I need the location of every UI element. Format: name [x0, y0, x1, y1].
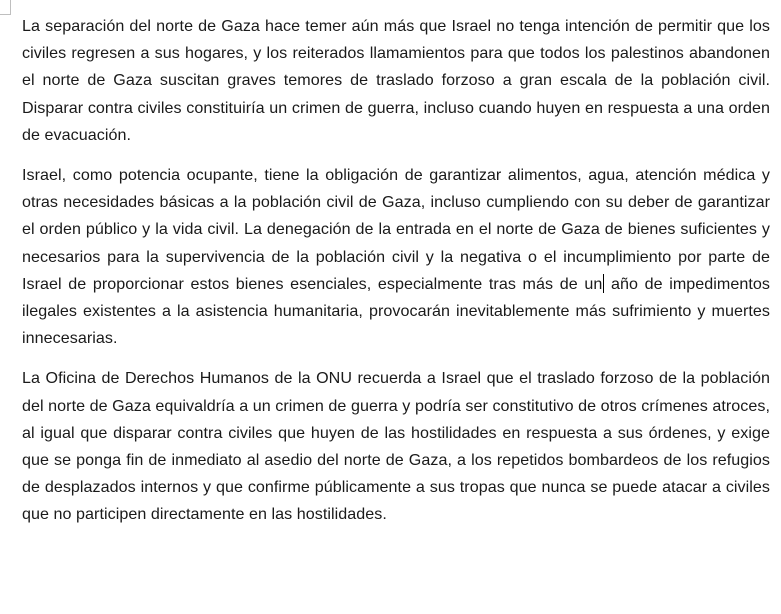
paragraph-2[interactable] [22, 162, 770, 352]
margin-corner-mark-vertical [10, 0, 11, 15]
paragraph-2-text-before-cursor: Israel, como potencia ocupante, tiene la obligación de garantizar alimentos, agua, atención médica y otras necesidades básicas a la población civil de Gaza, incluso cumpliendo con su deber de garantizar el orden público y la vida civil. La denegación de la entrada en el norte de Gaza de bienes suficientes y necesarios para la supervivencia de la población civil y la negativa o el incumplimiento por parte de Israel de proporcionar estos bienes esenciales, especialmente tras más de un [22, 166, 770, 293]
paragraph-1-text: La separación del norte de Gaza hace temer aún más que Israel no tenga intención de permitir que los civiles regresen a sus hogares, y los reiterados llamamientos para que todos los palestinos abandonen el norte de Gaza suscitan graves temores de traslado forzoso a gran escala de la población civil. Disparar contra civiles constituiría un crimen de guerra, incluso cuando huyen en respuesta a una orden de evacuación. [22, 17, 770, 144]
paragraph-3[interactable] [22, 365, 770, 528]
paragraph-2-text-after-cursor: año de impedimentos ilegales existentes a la asistencia humanitaria, provocarán inevitablemente más sufrimiento y muertes innecesarias. [22, 274, 770, 348]
paragraph-3-text: La Oficina de Derechos Humanos de la ONU recuerda a Israel que el traslado forzoso de la población del norte de Gaza equivaldría a un crimen de guerra y podría ser constitutivo de otros crímenes atroces, al igual que disparar contra civiles que huyen de las hostilidades en respuesta a sus órdenes, y exige que se ponga fin de inmediato al asedio del norte de Gaza, a los repetidos bombardeos de los refugios de desplazados internos y que confirme públicamente a sus tropas que nunca se puede atacar a civiles que no participen directamente en las hostilidades. [22, 369, 770, 524]
margin-corner-mark [0, 14, 10, 15]
document-body[interactable] [22, 13, 770, 542]
paragraph-1[interactable] [22, 13, 770, 149]
